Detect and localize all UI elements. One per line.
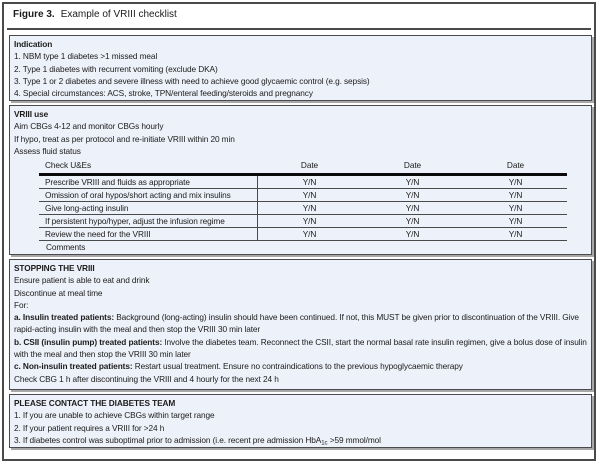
yn-cell: Y/N	[405, 216, 420, 227]
yn-cell: Y/N	[508, 190, 523, 201]
date-column-header: Date	[300, 159, 319, 170]
yn-cell: Y/N	[302, 229, 317, 240]
yn-cell: Y/N	[302, 190, 317, 201]
comments-label: Comments	[46, 242, 86, 253]
yn-cell: Y/N	[405, 190, 420, 201]
table-row	[39, 215, 567, 228]
figure-caption	[13, 9, 177, 20]
yn-cell: Y/N	[302, 203, 317, 214]
table-row	[39, 189, 567, 202]
vriii-use-line: Aim CBGs 4-12 and monitor CBGs hourly	[14, 121, 164, 132]
indication-item: 4. Special circumstances: ACS, stroke, TPN/enteral feeding/steroids and pregnancy	[14, 88, 313, 99]
paragraph-lead: b. CSII (insulin pump) treated patients:	[14, 336, 163, 347]
row-label: Review the need for the VRIII	[39, 228, 258, 240]
row-label: Give long-acting insulin	[39, 202, 258, 214]
indication-item: 1. NBM type 1 diabetes >1 missed meal	[14, 51, 158, 62]
vriii-use-line: If hypo, treat as per protocol and re-initiate VRIII within 20 min	[14, 133, 235, 144]
yn-cell: Y/N	[508, 203, 523, 214]
caption-divider	[7, 28, 591, 30]
section-indication-header: Indication	[14, 39, 53, 49]
indication-item: 2. Type 1 diabetes with recurrent vomiting (exclude DKA)	[14, 63, 218, 74]
contact-item-hba1c	[13, 434, 587, 450]
yn-cell: Y/N	[405, 177, 420, 188]
yn-cell: Y/N	[508, 177, 523, 188]
table-row	[39, 228, 567, 241]
date-column-header: Date	[506, 159, 525, 170]
check-table-header-row	[39, 158, 567, 171]
date-column-header: Date	[403, 159, 422, 170]
hba1c-prefix: 3. If diabetes control was suboptimal prior to admission (i.e. recent pre admission HbA	[14, 434, 322, 445]
yn-cell: Y/N	[302, 177, 317, 188]
contact-item: 1. If you are unable to achieve CBGs within target range	[14, 410, 215, 421]
section-contact-diabetes-team	[9, 394, 592, 448]
figure-frame	[2, 2, 596, 461]
hba1c-suffix: >59 mmol/mol	[327, 434, 381, 445]
stopping-footer-line: Check CBG 1 h after discontinuing the VRIII and 4 hourly for the next 24 h	[14, 373, 279, 384]
table-row	[39, 176, 567, 189]
hba1c-subscript: 1c	[321, 440, 328, 447]
stopping-line: For:	[14, 299, 29, 310]
row-label: If persistent hypo/hyper, adjust the infusion regime	[39, 215, 258, 227]
section-vriii-use	[9, 105, 592, 255]
table-row	[39, 202, 567, 215]
section-indication	[9, 35, 592, 101]
row-label: Omission of oral hypos/short acting and mix insulins	[39, 189, 258, 201]
section-stopping-vriii	[9, 259, 592, 390]
section-stopping-header: STOPPING THE VRIII	[14, 263, 95, 273]
section-contact-header: PLEASE CONTACT THE DIABETES TEAM	[14, 398, 176, 408]
yn-cell: Y/N	[302, 216, 317, 227]
indication-item: 3. Type 1 or 2 diabetes and severe illness with need to achieve good glycaemic control (e.g. sepsis)	[14, 75, 370, 86]
stopping-paragraph-b	[13, 336, 587, 361]
stopping-line: Discontinue at meal time	[14, 287, 103, 298]
paragraph-text: Restart usual treatment. Ensure no contraindications to the previous hypoglycaemic therapy	[132, 361, 463, 372]
paragraph-lead: a. Insulin treated patients:	[14, 312, 115, 323]
vriii-use-line: Assess fluid status	[14, 145, 81, 156]
figure-number: Figure 3.	[13, 9, 55, 20]
yn-cell: Y/N	[405, 203, 420, 214]
yn-cell: Y/N	[508, 229, 523, 240]
stopping-line: Ensure patient is able to eat and drink	[14, 275, 150, 286]
stopping-paragraph-a	[13, 311, 587, 336]
check-table	[39, 158, 567, 241]
paragraph-text: Background (long-acting) insulin should have been continued. If not, this MUST be given prior to discontinuation of the VRIII. Give rapid-acting insulin with the meal and then stop the VRIII 30 min later	[14, 312, 579, 335]
paragraph-text: Involve the diabetes team. Reconnect the CSII, start the normal basal rate insulin regimen, give a bolus dose of insulin with the meal and then stop the VRIII 30 min later	[14, 336, 587, 360]
section-vriii-use-header: VRIII use	[14, 109, 49, 119]
yn-cell: Y/N	[508, 216, 523, 227]
stopping-paragraph-c	[13, 360, 587, 372]
row-label: Prescribe VRIII and fluids as appropriate	[39, 176, 258, 188]
check-ues-label: Check U&Es	[45, 159, 92, 170]
figure-title: Example of VRIII checklist	[60, 9, 177, 20]
contact-item: 2. If your patient requires a VRIII for >24 h	[14, 422, 165, 433]
paragraph-lead: c. Non-insulin treated patients:	[14, 361, 133, 372]
yn-cell: Y/N	[405, 229, 420, 240]
